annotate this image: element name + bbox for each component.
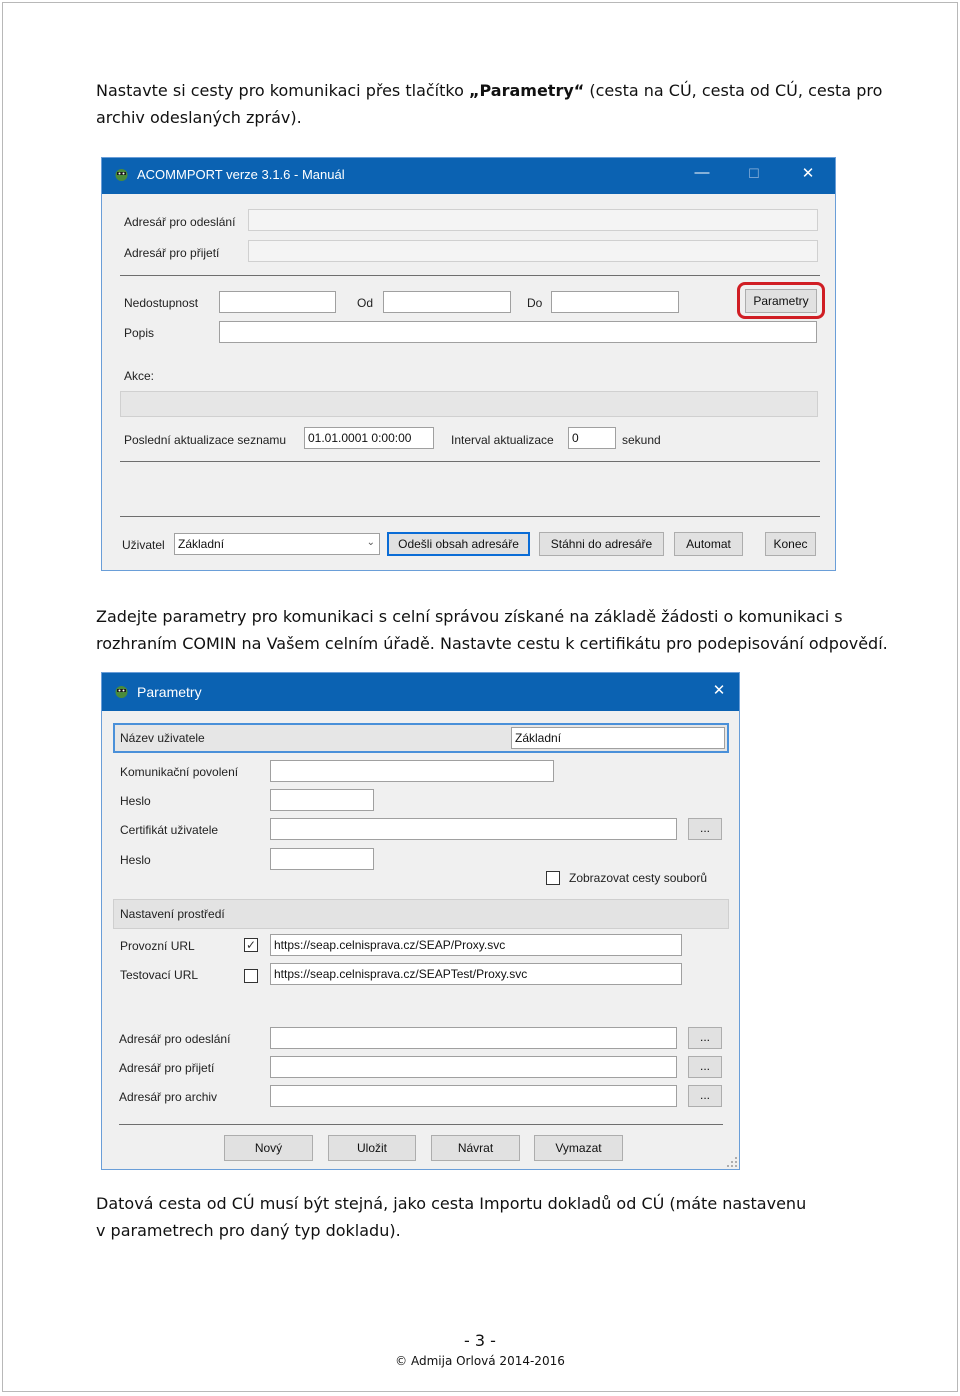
label-nedostupnost: Nedostupnost (124, 296, 199, 310)
label-zobrazovat: Zobrazovat cesty souborů (569, 871, 708, 885)
intro-text-after: (cesta na CÚ, cesta od CÚ, cesta pro (584, 81, 883, 100)
parametry-window (101, 672, 740, 1170)
acommport-window (101, 157, 836, 571)
label-popis: Popis (124, 326, 155, 340)
label-adr-prijeti: Adresář pro přijetí (119, 1061, 215, 1075)
odesli-button[interactable]: Odešli obsah adresáře (387, 532, 530, 556)
label-nazev-uzivatele: Název uživatele (120, 731, 205, 745)
label-adr-archiv: Adresář pro archiv (119, 1090, 218, 1104)
label-heslo2: Heslo (120, 853, 151, 867)
parametry-titlebar (102, 673, 739, 711)
outro-line2: v parametrech pro daný typ dokladu). (96, 1221, 401, 1240)
label-akce: Akce: (124, 369, 155, 383)
zobrazovat-checkbox[interactable] (546, 871, 560, 885)
label-testovaci: Testovací URL (120, 968, 199, 982)
parametry-button[interactable]: Parametry (745, 289, 817, 313)
label-posledni-aktualizace: Poslední aktualizace seznamu (124, 433, 287, 447)
divider (120, 516, 820, 517)
intro-line2: archiv odeslaných zpráv). (96, 108, 302, 127)
heslo2-field[interactable] (270, 848, 374, 870)
adr-archiv-field[interactable] (270, 1085, 677, 1107)
browse-certifikat-button[interactable]: ... (688, 818, 722, 840)
outro-paragraph (96, 1190, 806, 1244)
middle-paragraph (96, 603, 888, 657)
adr-odeslani-field[interactable] (270, 1027, 677, 1049)
divider (119, 1124, 723, 1125)
adr-prijeti-field[interactable] (270, 1056, 677, 1078)
label-sekund: sekund (622, 433, 661, 447)
label-certifikat: Certifikát uživatele (120, 823, 219, 837)
label-nastaveni: Nastavení prostředí (120, 907, 225, 921)
do-field[interactable] (551, 291, 679, 313)
posledni-aktualizace-field[interactable]: 01.01.0001 0:00:00 (304, 427, 434, 449)
divider (120, 461, 820, 462)
adresar-odeslani-field[interactable] (248, 209, 818, 231)
novy-button[interactable]: Nový (224, 1135, 313, 1161)
close-icon[interactable]: ✕ (801, 165, 815, 182)
copyright: © Admija Orlová 2014-2016 (395, 1354, 565, 1368)
interval-field[interactable]: 0 (568, 427, 616, 449)
akce-bar (120, 391, 818, 417)
label-heslo1: Heslo (120, 794, 151, 808)
ulozit-button[interactable]: Uložit (328, 1135, 416, 1161)
app-icon (114, 167, 129, 182)
label-od: Od (357, 296, 374, 310)
maximize-icon[interactable]: ☐ (748, 166, 760, 181)
nedostupnost-field[interactable] (219, 291, 336, 313)
uzivatel-select[interactable] (174, 533, 380, 555)
page-number: - 3 - (464, 1331, 496, 1350)
label-uzivatel: Uživatel (122, 538, 165, 552)
label-adresar-odeslani: Adresář pro odeslání (124, 215, 236, 229)
app-icon (114, 684, 129, 699)
label-adr-odeslani: Adresář pro odeslání (119, 1032, 231, 1046)
intro-bold: „Parametry“ (468, 81, 585, 100)
intro-text-before: Nastavte si cesty pro komunikaci přes tlačítko (96, 81, 469, 100)
automat-button[interactable]: Automat (674, 532, 743, 556)
browse-prijeti-button[interactable]: ... (688, 1056, 722, 1078)
acommport-title: ACOMMPORT verze 3.1.6 - Manuál (137, 167, 345, 182)
certifikat-field[interactable] (270, 818, 677, 840)
label-provozni: Provozní URL (120, 939, 195, 953)
stahni-button[interactable]: Stáhni do adresáře (539, 532, 664, 556)
divider (120, 275, 820, 276)
vymazat-button[interactable]: Vymazat (534, 1135, 623, 1161)
popis-field[interactable] (219, 321, 817, 343)
label-interval: Interval aktualizace (451, 433, 554, 447)
label-adresar-prijeti: Adresář pro přijetí (124, 246, 220, 260)
intro-paragraph (96, 77, 882, 131)
label-do: Do (527, 296, 543, 310)
nazev-uzivatele-field[interactable]: Základní (511, 727, 725, 749)
konec-button[interactable]: Konec (765, 532, 816, 556)
adresar-prijeti-field[interactable] (248, 240, 818, 262)
middle-line1: Zadejte parametry pro komunikaci s celní správou získané na základě žádosti o komunikaci s (96, 607, 843, 626)
od-field[interactable] (383, 291, 511, 313)
heslo1-field[interactable] (270, 789, 374, 811)
outro-line1: Datová cesta od CÚ musí být stejná, jako cesta Importu dokladů od CÚ (máte nastavenu (96, 1194, 807, 1213)
kom-povoleni-field[interactable] (270, 760, 554, 782)
testovaci-checkbox[interactable] (244, 969, 258, 983)
close-icon[interactable]: ✕ (712, 682, 726, 699)
navrat-button[interactable]: Návrat (431, 1135, 520, 1161)
acommport-titlebar (102, 158, 835, 194)
chevron-down-icon: ⌄ (366, 537, 375, 548)
testovaci-url-field[interactable]: https://seap.celnisprava.cz/SEAPTest/Proxy.svc (270, 963, 682, 985)
label-kom-povoleni: Komunikační povolení (120, 765, 239, 779)
parametry-title: Parametry (137, 684, 202, 700)
provozni-checkbox[interactable]: ✓ (245, 938, 257, 952)
middle-line2: rozhraním COMIN na Vašem celním úřadě. Nastavte cestu k certifikátu pro podepisování odpovědí. (96, 634, 888, 653)
browse-odeslani-button[interactable]: ... (688, 1027, 722, 1049)
provozni-url-field[interactable]: https://seap.celnisprava.cz/SEAP/Proxy.svc (270, 934, 682, 956)
minimize-icon[interactable]: — (694, 164, 710, 181)
uzivatel-value: Základní (178, 537, 225, 551)
resize-grip-icon[interactable] (726, 1156, 738, 1168)
browse-archiv-button[interactable]: ... (688, 1085, 722, 1107)
